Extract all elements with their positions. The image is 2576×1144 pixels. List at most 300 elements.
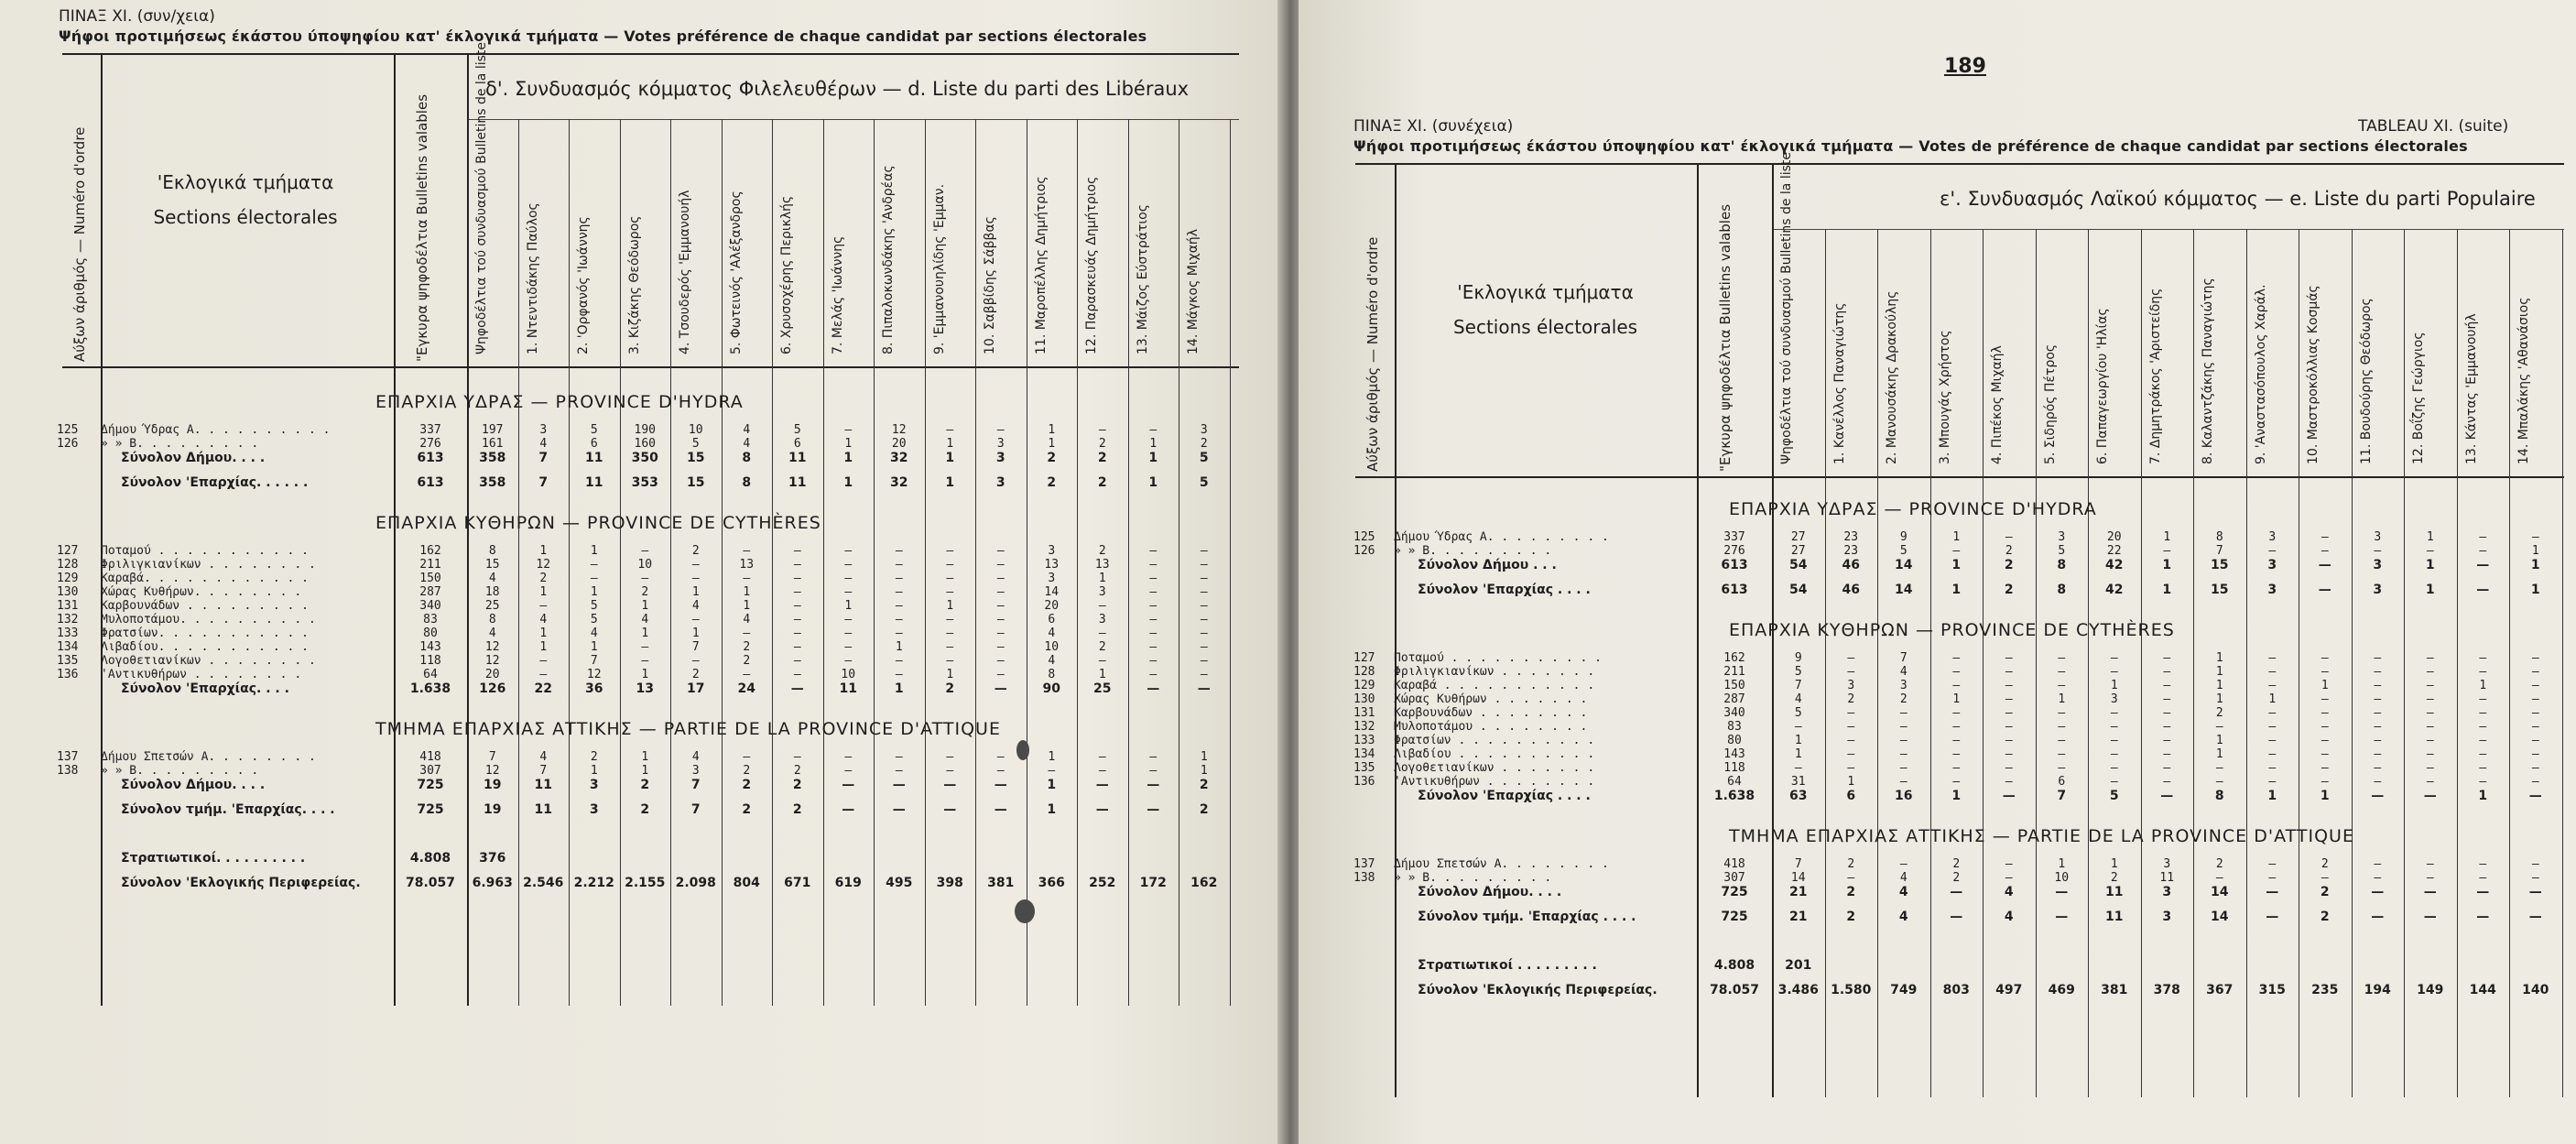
total-row xyxy=(57,802,1239,815)
vote-cell: 5 xyxy=(691,437,700,451)
vote-cell: — xyxy=(2005,720,2013,734)
vote-cell: 3 xyxy=(996,437,1005,451)
vote-cell: — xyxy=(2528,885,2542,899)
vote-cell: — xyxy=(2423,885,2437,899)
vote-cell: 1 xyxy=(946,599,954,613)
vote-cell: 4 xyxy=(1899,871,1908,885)
vote-cell: 1 xyxy=(641,599,649,613)
vote-cell: — xyxy=(2479,692,2487,706)
row-number: 133 xyxy=(1353,734,1375,747)
left-order-column-header: Αύξων άριθμός — Numéro d'ordre xyxy=(71,126,88,362)
column-header: 12. Βοΐζης Γεώργιος xyxy=(2411,332,2426,464)
vote-cell: 3 xyxy=(2267,558,2277,572)
province-heading: ΕΠΑΡΧΙΑ ΚΥΘΗΡΩΝ — PROVINCE DE CYTHÈRES xyxy=(1729,620,2175,640)
vote-cell: — xyxy=(1200,558,1208,572)
vote-cell: 14 xyxy=(1895,558,1913,572)
vote-cell: 358 xyxy=(479,451,506,465)
table-row xyxy=(1353,775,2564,788)
vote-cell: 367 xyxy=(2206,983,2234,997)
vote-cell: 12 xyxy=(484,764,500,778)
vote-cell: 1 xyxy=(641,626,649,640)
vote-cell: 2 xyxy=(1098,544,1106,558)
table-row xyxy=(57,558,1239,571)
vote-cell: 7 xyxy=(1794,679,1802,692)
row-number: 128 xyxy=(1353,665,1375,679)
vote-cell: — xyxy=(2479,706,2487,720)
vote-cell: — xyxy=(1200,668,1208,681)
vote-cell: — xyxy=(895,750,903,764)
vote-cell: 6 xyxy=(1048,613,1056,626)
vote-cell: 3 xyxy=(2058,530,2066,544)
vote-cell: 22 xyxy=(534,681,552,696)
section-label: Σύνολον 'Επαρχίας. . . . xyxy=(121,681,289,696)
vote-cell: — xyxy=(2374,747,2382,761)
vote-cell: — xyxy=(2479,734,2487,747)
vote-cell: 1 xyxy=(539,640,548,654)
table-row xyxy=(1353,665,2564,678)
vote-cell: — xyxy=(1149,544,1158,558)
valid-ballots-cell: 307 xyxy=(1723,871,1745,885)
row-number: 138 xyxy=(57,764,79,778)
row-number: 136 xyxy=(57,668,79,681)
vote-cell: 2 xyxy=(1846,885,1856,899)
vote-cell: 8 xyxy=(742,451,752,465)
vote-cell: 7 xyxy=(539,764,548,778)
vote-cell: — xyxy=(1899,706,1908,720)
column-header: 10. Σαββίδης Σάββας xyxy=(983,216,997,354)
valid-ballots-cell: 211 xyxy=(1723,665,1745,679)
vote-cell: — xyxy=(892,778,906,792)
vote-cell: — xyxy=(2163,775,2171,789)
section-label: Καραβά. . . . . . . . . . . . xyxy=(101,572,309,585)
vote-cell: 4 xyxy=(641,613,649,626)
vote-cell: 1 xyxy=(2268,692,2277,706)
vote-cell: — xyxy=(539,654,548,668)
vote-cell: 1 xyxy=(2425,583,2435,597)
vote-cell: — xyxy=(2479,651,2487,665)
vote-cell: — xyxy=(996,572,1005,585)
vote-cell: 376 xyxy=(479,851,506,866)
vote-cell: — xyxy=(844,613,853,626)
vote-cell: — xyxy=(946,544,954,558)
column-header: 10. Μαστροκόλλιας Κοσμάς xyxy=(2306,285,2321,464)
vote-cell: 2 xyxy=(792,778,802,792)
vote-cell: 36 xyxy=(585,681,603,696)
vote-cell: 2 xyxy=(1199,802,1209,817)
vote-cell: 1 xyxy=(946,668,954,681)
vote-cell: — xyxy=(1200,572,1208,585)
vote-cell: — xyxy=(2058,761,2066,775)
vote-cell: 1 xyxy=(539,585,548,599)
vote-cell: — xyxy=(1200,613,1208,626)
vote-cell: 252 xyxy=(1089,876,1116,890)
valid-ballots-cell: 4.808 xyxy=(1713,958,1755,973)
vote-cell: 19 xyxy=(484,778,502,792)
left-sections-greek: 'Εκλογικά τμήματα xyxy=(157,171,334,193)
vote-cell: 1 xyxy=(1794,747,1802,761)
vote-cell: 1 xyxy=(2162,583,2172,597)
vote-cell: — xyxy=(1847,871,1855,885)
vote-cell: 2 xyxy=(1952,871,1961,885)
vote-cell: 5 xyxy=(590,599,598,613)
section-label: » » Β. . . . . . . . . xyxy=(101,437,259,451)
valid-ballots-cell: 337 xyxy=(1723,530,1745,544)
vote-cell: 1 xyxy=(1847,775,1855,789)
vote-cell: 25 xyxy=(1093,681,1112,696)
vote-cell: — xyxy=(895,764,903,778)
vote-cell: — xyxy=(2321,692,2329,706)
table-row xyxy=(1353,871,2564,884)
section-label: » » Β. . . . . . . . . xyxy=(1394,544,1552,558)
vote-cell: — xyxy=(1149,626,1158,640)
vote-cell: 3 xyxy=(2374,530,2382,544)
vote-cell: 3 xyxy=(1899,679,1908,692)
row-number: 130 xyxy=(1353,692,1375,706)
vote-cell: — xyxy=(2110,747,2118,761)
vote-cell: — xyxy=(2005,665,2013,679)
vote-cell: 4 xyxy=(1048,626,1056,640)
vote-cell: — xyxy=(844,640,853,654)
vote-cell: 3 xyxy=(995,451,1005,465)
vote-cell: 2 xyxy=(2215,857,2223,871)
vote-cell: — xyxy=(2163,747,2171,761)
valid-ballots-cell: 287 xyxy=(1723,692,1745,706)
vote-cell: — xyxy=(2374,734,2382,747)
vote-cell: — xyxy=(844,764,853,778)
province-heading: ΕΠΑΡΧΙΑ ΚΥΘΗΡΩΝ — PROVINCE DE CYTHÈRES xyxy=(375,513,821,533)
vote-cell: 2 xyxy=(1098,437,1106,451)
valid-ballots-cell: 83 xyxy=(1727,720,1742,734)
vote-cell: 2 xyxy=(793,764,801,778)
vote-cell: — xyxy=(2374,761,2382,775)
vote-cell: — xyxy=(1098,750,1106,764)
vote-cell: 7 xyxy=(590,654,598,668)
vote-cell: 4 xyxy=(539,437,548,451)
table-row xyxy=(1353,734,2564,746)
vote-cell: 3 xyxy=(2163,857,2171,871)
section-label: Σύνολον 'Εκλογικής Περιφερείας. xyxy=(1418,983,1658,997)
vote-cell: 12 xyxy=(484,654,500,668)
column-header: 12. Παρασκευάς Δημήτριος xyxy=(1084,176,1099,354)
vote-cell: — xyxy=(2374,692,2382,706)
vote-cell: — xyxy=(1149,599,1158,613)
vote-cell: — xyxy=(2531,706,2539,720)
vote-cell: — xyxy=(1149,572,1158,585)
vote-cell: — xyxy=(793,626,801,640)
vote-cell: — xyxy=(1847,706,1855,720)
column-header: 8. Καλαντζάκης Παναγιώτης xyxy=(2201,278,2215,464)
vote-cell: — xyxy=(1952,665,1961,679)
valid-ballots-cell: 725 xyxy=(1721,910,1748,924)
vote-cell: 1 xyxy=(1048,437,1056,451)
vote-cell: — xyxy=(2005,871,2013,885)
vote-cell: 90 xyxy=(1042,681,1060,696)
total-row xyxy=(1353,983,2564,996)
vote-cell: — xyxy=(1149,764,1158,778)
vote-cell: — xyxy=(2268,651,2277,665)
vote-cell: 2 xyxy=(1952,857,1961,871)
section-label: Καρβουνάδων . . . . . . . . xyxy=(1394,706,1588,720)
vote-cell: 1 xyxy=(2215,747,2223,761)
vote-cell: 1 xyxy=(2531,544,2539,558)
right-table-subtitle: Ψήφοι προτιμήσεως έκάστου ύποψηφίου κατ' έκλογικά τμήματα — Votes de préférence de chaque candidat par sections électorales xyxy=(1353,137,2468,155)
vote-cell: — xyxy=(946,750,954,764)
vote-cell: 1 xyxy=(2425,558,2435,572)
vote-cell: 1 xyxy=(1794,734,1802,747)
vote-cell: 353 xyxy=(631,475,658,490)
vote-cell: — xyxy=(1098,599,1106,613)
vote-cell: — xyxy=(2110,706,2118,720)
vote-cell: 32 xyxy=(890,475,908,490)
valid-ballots-cell: 162 xyxy=(1723,651,1745,665)
valid-ballots-cell: 162 xyxy=(419,544,441,558)
vote-cell: — xyxy=(895,668,903,681)
row-number: 137 xyxy=(57,750,79,764)
vote-cell: 11 xyxy=(585,475,603,490)
vote-cell: — xyxy=(946,585,954,599)
vote-cell: 4 xyxy=(691,599,700,613)
vote-cell: — xyxy=(1095,802,1109,817)
section-label: Στρατιωτικοί . . . . . . . . . xyxy=(1418,958,1597,973)
vote-cell: — xyxy=(2476,583,2490,597)
table-row xyxy=(1353,747,2564,760)
total-row xyxy=(1353,910,2564,922)
row-number: 136 xyxy=(1353,775,1375,789)
vote-cell: 15 xyxy=(2211,583,2229,597)
vote-cell: 4 xyxy=(488,626,496,640)
valid-ballots-cell: 4.808 xyxy=(409,851,451,866)
right-sections-french: Sections électorales xyxy=(1452,316,1638,338)
vote-cell: — xyxy=(2266,910,2279,924)
vote-cell: 8 xyxy=(2057,583,2067,597)
vote-cell: 3 xyxy=(589,802,599,817)
table-row xyxy=(57,640,1239,653)
vote-cell: 4 xyxy=(691,750,700,764)
vote-cell: 235 xyxy=(2311,983,2339,997)
vote-cell: 12 xyxy=(536,558,551,572)
vote-cell: 2 xyxy=(742,778,752,792)
valid-ballots-cell: 613 xyxy=(1721,558,1748,572)
vote-cell: 2 xyxy=(539,572,548,585)
vote-cell: — xyxy=(1098,626,1106,640)
vote-cell: 1 xyxy=(844,599,853,613)
column-header: Ψηφοδέλτια τού συνδυασμού Bulletins de la liste xyxy=(474,42,489,354)
vote-cell: 31 xyxy=(1790,775,1806,789)
vote-cell: — xyxy=(590,558,598,572)
vote-cell: 2 xyxy=(1047,475,1057,490)
vote-cell: — xyxy=(2426,651,2434,665)
row-number: 125 xyxy=(57,423,79,437)
vote-cell: — xyxy=(2005,651,2013,665)
valid-ballots-cell: 150 xyxy=(419,572,441,585)
column-header: 2. Μανουσάκης Δρακούλης xyxy=(1885,290,1899,464)
vote-cell: — xyxy=(2374,679,2382,692)
vote-cell: — xyxy=(1149,613,1158,626)
vote-cell: — xyxy=(996,423,1005,437)
valid-ballots-cell: 150 xyxy=(1723,679,1745,692)
right-valid-ballots-header: "Εγκυρα ψηφοδέλτια Bulletins valables xyxy=(1717,203,1734,472)
row-number: 134 xyxy=(57,640,79,654)
vote-cell: 11 xyxy=(2159,871,2175,885)
vote-cell: — xyxy=(2110,665,2118,679)
vote-cell: — xyxy=(1952,544,1961,558)
vote-cell: — xyxy=(996,626,1005,640)
vote-cell: 1 xyxy=(1149,437,1158,451)
valid-ballots-cell: 143 xyxy=(419,640,441,654)
valid-ballots-cell: 725 xyxy=(1721,885,1748,899)
vote-cell: — xyxy=(2426,747,2434,761)
vote-cell: — xyxy=(994,802,1007,817)
vote-cell: 2 xyxy=(1097,475,1107,490)
vote-cell: 6 xyxy=(1846,789,1856,803)
vote-cell: 16 xyxy=(1895,789,1913,803)
section-label: 'Αντικυθήρων . . . . . . . . xyxy=(101,668,302,681)
section-label: Σύνολον 'Εκλογικής Περιφερείας. xyxy=(121,876,361,890)
vote-cell: — xyxy=(943,778,957,792)
vote-cell: — xyxy=(2321,720,2329,734)
row-number: 138 xyxy=(1353,871,1375,885)
vote-cell: — xyxy=(2426,761,2434,775)
vote-cell: — xyxy=(946,423,954,437)
vote-cell: — xyxy=(1098,423,1106,437)
total-row xyxy=(1353,885,2564,898)
vote-cell: — xyxy=(2268,706,2277,720)
section-label: Φριλιγκιανίκων . . . . . . . xyxy=(1394,665,1595,679)
row-number: 133 xyxy=(57,626,79,640)
vote-cell: 4 xyxy=(1899,665,1908,679)
row-number: 131 xyxy=(1353,706,1375,720)
row-number: 134 xyxy=(1353,747,1375,761)
vote-cell: 1 xyxy=(691,585,700,599)
vote-cell: — xyxy=(2058,665,2066,679)
vote-cell: 5 xyxy=(1794,665,1802,679)
vote-cell: — xyxy=(844,626,853,640)
vote-cell: 1 xyxy=(2162,558,2172,572)
vote-cell: — xyxy=(2479,871,2487,885)
vote-cell: — xyxy=(2318,583,2331,597)
left-valid-ballots-header: "Εγκυρα ψηφοδέλτια Bulletins valables xyxy=(414,93,430,362)
vote-cell: 12 xyxy=(891,423,907,437)
vote-cell: — xyxy=(996,613,1005,626)
vote-cell: — xyxy=(996,750,1005,764)
vote-cell: 3 xyxy=(1200,423,1208,437)
vote-cell: 10 xyxy=(637,558,653,572)
vote-cell: — xyxy=(1149,750,1158,764)
vote-cell: 6 xyxy=(793,437,801,451)
vote-cell: 20 xyxy=(891,437,907,451)
vote-cell: — xyxy=(1952,651,1961,665)
vote-cell: 11 xyxy=(534,802,552,817)
vote-cell: — xyxy=(2005,857,2013,871)
vote-cell: — xyxy=(793,585,801,599)
vote-cell: — xyxy=(743,572,751,585)
vote-cell: 5 xyxy=(793,423,801,437)
vote-cell: — xyxy=(2321,530,2329,544)
vote-cell: 197 xyxy=(482,423,504,437)
vote-cell: 172 xyxy=(1139,876,1167,890)
vote-cell: 378 xyxy=(2153,983,2180,997)
vote-cell: — xyxy=(2266,885,2279,899)
section-label: Σύνολον Δήμου . . . xyxy=(1418,558,1557,572)
vote-cell: — xyxy=(2268,857,2277,871)
vote-cell: 10 xyxy=(2054,871,2070,885)
vote-cell: — xyxy=(1952,706,1961,720)
vote-cell: 1 xyxy=(1951,789,1962,803)
vote-cell: — xyxy=(1147,681,1160,696)
vote-cell: — xyxy=(1899,747,1908,761)
vote-cell: 2 xyxy=(640,778,650,792)
vote-cell: — xyxy=(2321,544,2329,558)
vote-cell: 20 xyxy=(1044,599,1060,613)
vote-cell: — xyxy=(1794,761,1802,775)
vote-cell: 7 xyxy=(690,778,701,792)
vote-cell: 46 xyxy=(1842,583,1860,597)
column-header: 11. Βουδούρης Θεόδωρος xyxy=(2358,298,2374,464)
vote-cell: — xyxy=(996,640,1005,654)
vote-cell: 2 xyxy=(1899,692,1908,706)
section-label: Λιβαδίου . . . . . . . . . . xyxy=(1394,747,1595,761)
table-row xyxy=(57,764,1239,777)
valid-ballots-cell: 276 xyxy=(1723,544,1745,558)
section-label: Λογοθετιανίκων . . . . . . . xyxy=(1394,761,1595,775)
vote-cell: 1.580 xyxy=(1831,983,1872,997)
vote-cell: — xyxy=(1950,885,1963,899)
vote-cell: 11 xyxy=(2105,910,2124,924)
vote-cell: 160 xyxy=(634,437,656,451)
vote-cell: 8 xyxy=(2214,789,2224,803)
vote-cell: 32 xyxy=(890,451,908,465)
left-table-title: ΠΙΝΑΞ XI. (συν/χεια) xyxy=(59,7,215,26)
vote-cell: — xyxy=(2531,665,2539,679)
vote-cell: 1 xyxy=(1048,423,1056,437)
vote-cell: — xyxy=(2321,871,2329,885)
vote-cell: — xyxy=(1200,640,1208,654)
vote-cell: 190 xyxy=(634,423,656,437)
vote-cell: 2 xyxy=(2320,910,2330,924)
vote-cell: 5 xyxy=(590,613,598,626)
vote-cell: — xyxy=(2268,720,2277,734)
vote-cell: 12 xyxy=(586,668,602,681)
vote-cell: 1 xyxy=(2215,692,2223,706)
section-label: Σύνολον Δήμου. . . . xyxy=(1418,885,1562,899)
row-number: 126 xyxy=(1353,544,1375,558)
vote-cell: 1 xyxy=(2215,651,2223,665)
section-label: Σύνολον Δήμου. . . . xyxy=(121,778,266,792)
vote-cell: — xyxy=(1952,761,1961,775)
column-header: 5. Σιδηρός Πέτρος xyxy=(2042,343,2058,464)
vote-cell: 201 xyxy=(1785,958,1812,973)
valid-ballots-cell: 118 xyxy=(419,654,441,668)
section-label: Σύνολον τμήμ. 'Επαρχίας . . . . xyxy=(1418,910,1636,924)
vote-cell: — xyxy=(793,654,801,668)
vote-cell: 4 xyxy=(1898,885,1908,899)
vote-cell: 7 xyxy=(2057,789,2067,803)
valid-ballots-cell: 340 xyxy=(419,599,441,613)
valid-ballots-cell: 1.638 xyxy=(409,681,451,696)
vote-cell: 1 xyxy=(2163,530,2171,544)
vote-cell: — xyxy=(895,558,903,572)
vote-cell: — xyxy=(743,750,751,764)
vote-cell: 15 xyxy=(687,475,705,490)
vote-cell: 1 xyxy=(1098,668,1106,681)
vote-cell: 1 xyxy=(2530,583,2540,597)
vote-cell: — xyxy=(2479,775,2487,789)
section-label: Καραβά . . . . . . . . . . . xyxy=(1394,679,1595,692)
vote-cell: — xyxy=(844,572,853,585)
vote-cell: — xyxy=(2005,775,2013,789)
vote-cell: 13 xyxy=(636,681,654,696)
vote-cell: — xyxy=(1098,654,1106,668)
